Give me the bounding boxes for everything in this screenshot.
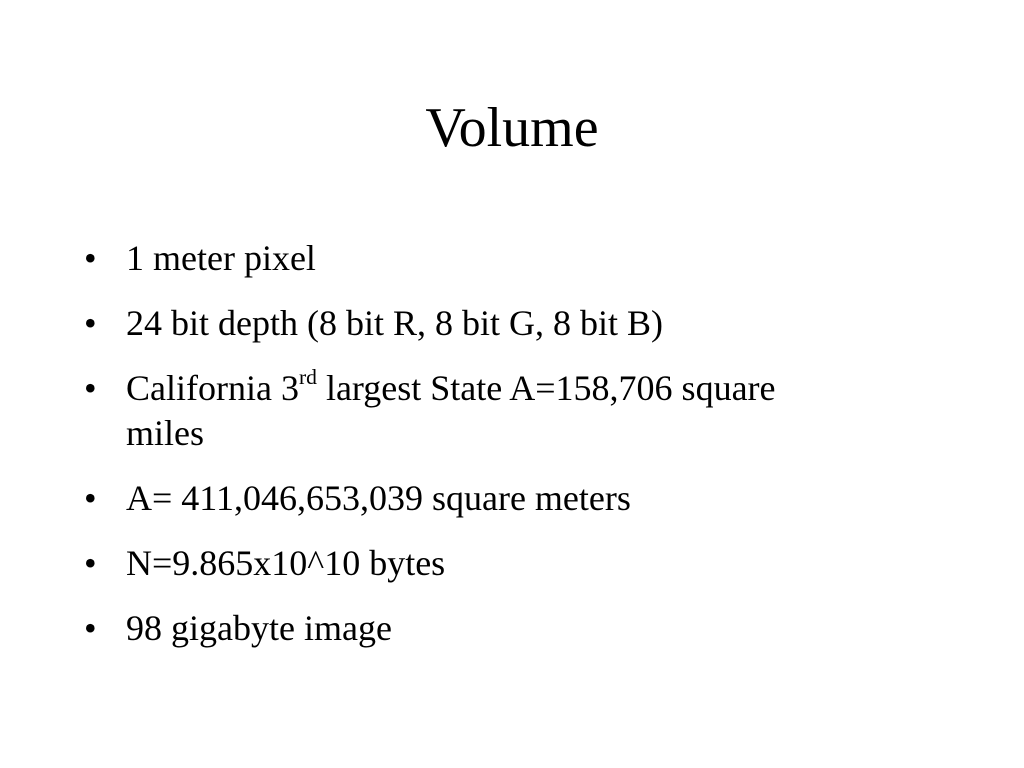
bullet-icon: •: [84, 303, 97, 343]
bullet-text: 24 bit depth (8 bit R, 8 bit G, 8 bit B): [126, 303, 663, 343]
bullet-item-area-meters: [84, 476, 844, 521]
bullet-icon: •: [84, 368, 97, 408]
bullet-icon: •: [84, 478, 97, 518]
bullet-item-gigabyte: [84, 606, 844, 651]
bullet-icon: •: [84, 608, 97, 648]
bullet-item-bit-depth: [84, 301, 844, 346]
bullet-icon: •: [84, 238, 97, 278]
bullet-text-after: largest State A=158,706 square miles: [126, 368, 776, 453]
bullet-text-before: California 3: [126, 368, 299, 408]
bullet-text: 98 gigabyte image: [126, 608, 392, 648]
bullet-text: A= 411,046,653,039 square meters: [126, 478, 631, 518]
bullet-text: N=9.865x10^10 bytes: [126, 543, 446, 583]
bullet-item-bytes: [84, 541, 844, 586]
ordinal-superscript: rd: [298, 364, 317, 389]
bullet-text: 1 meter pixel: [126, 238, 316, 278]
bullet-item-pixel: [84, 236, 844, 281]
slide-title: Volume: [425, 97, 599, 159]
bullet-list: [84, 236, 844, 671]
bullet-item-california: [84, 366, 844, 456]
bullet-icon: •: [84, 543, 97, 583]
